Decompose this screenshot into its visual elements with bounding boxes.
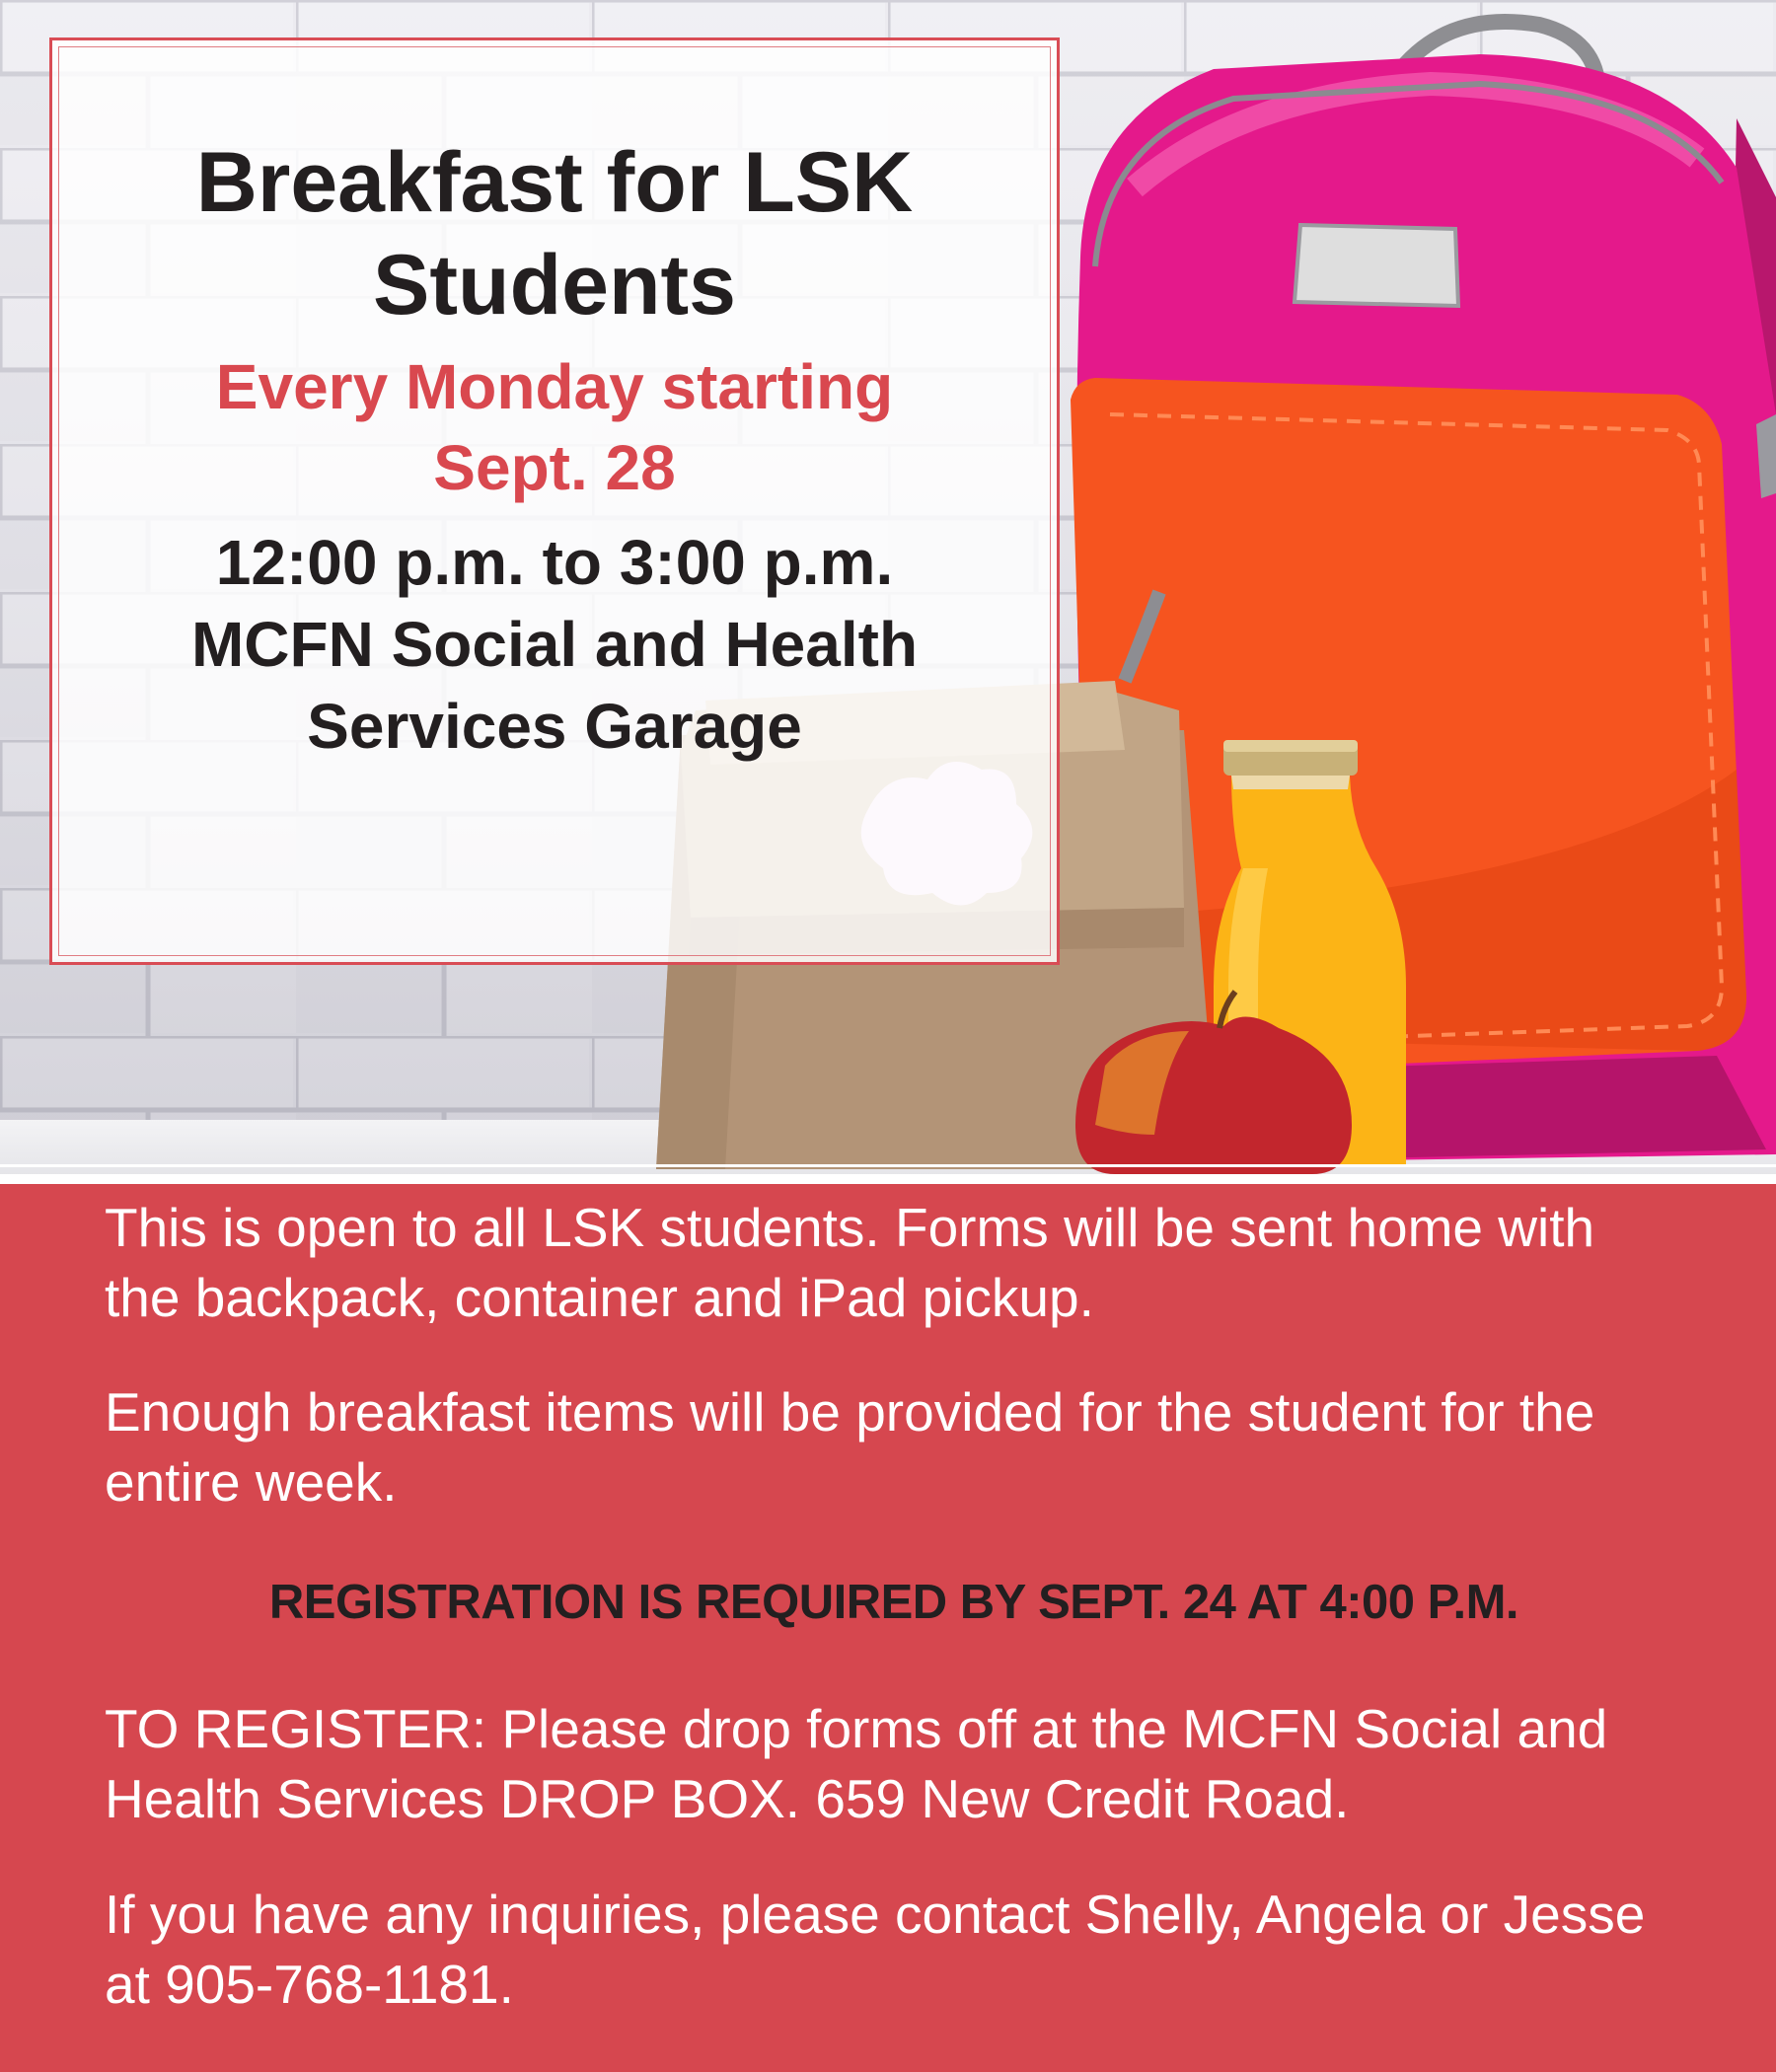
schedule-line-1: Every Monday starting: [215, 351, 894, 422]
event-title: Breakfast for LSK Students: [195, 135, 914, 333]
divider-line-bottom: [0, 1174, 1776, 1177]
info-panel: [0, 1184, 1776, 2072]
event-schedule: [82, 346, 1027, 508]
divider-line-top: [0, 1164, 1776, 1167]
eligibility-paragraph: This is open to all LSK students. Forms will be sent home with the backpack, container and iPad pickup.: [105, 1197, 1595, 1328]
registration-deadline: REGISTRATION IS REQUIRED BY SEPT. 24 AT 4:00 P.M.: [268, 1576, 1519, 1629]
location-line-2: Services Garage: [307, 691, 802, 762]
title-card: [49, 37, 1060, 965]
schedule-line-2: Sept. 28: [433, 432, 676, 503]
location-line-1: MCFN Social and Health: [190, 609, 919, 680]
breakfast-items-paragraph: Enough breakfast items will be provided for the student for the entire week.: [105, 1381, 1595, 1513]
event-location: [82, 604, 1027, 768]
register-instructions: TO REGISTER: Please drop forms off at the MCFN Social and Health Services DROP BOX. 659 New Credit Road.: [105, 1698, 1608, 1829]
title-card-text: [82, 131, 1027, 768]
event-time: 12:00 p.m. to 3:00 p.m.: [215, 527, 894, 598]
contact-paragraph: If you have any inquiries, please contact Shelly, Angela or Jesse at 905-768-1181.: [105, 1884, 1646, 2015]
